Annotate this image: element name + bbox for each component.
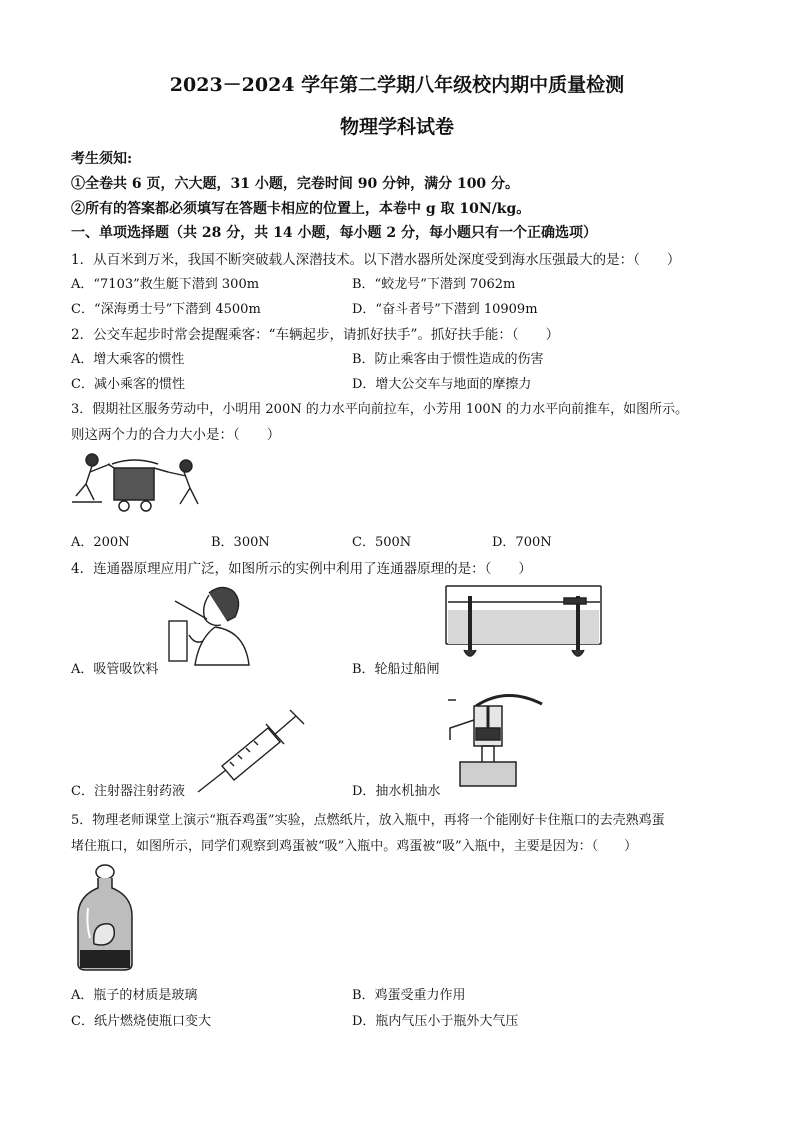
q2-option-d: D．增大公交车与地面的摩擦力: [352, 377, 532, 392]
q5-option-d: D．瓶内气压小于瓶外大气压: [352, 1014, 519, 1029]
q2-option-a: A．增大乘客的惯性: [71, 352, 185, 367]
q5-option-c: C．纸片燃烧使瓶口变大: [71, 1014, 211, 1029]
notice-line-1: ①全卷共 6 页，六大题，31 小题，完卷时间 90 分钟，满分 100 分。: [71, 176, 520, 192]
q4-stem: 4．连通器原理应用广泛，如图所示的实例中利用了连通器原理的是：（ ）: [71, 561, 532, 577]
q1-option-d: D．“奋斗者号”下潜到 10909m: [352, 302, 538, 317]
q5-stem-line-1: 5．物理老师课堂上演示“瓶吞鸡蛋”实验，点燃纸片，放入瓶中，再将一个能刚好卡住瓶口的去壳熟鸡蛋: [71, 813, 665, 828]
q4-option-a: A．吸管吸饮料: [71, 662, 159, 677]
q1-option-a: A．“7103”救生艇下潜到 300m: [71, 277, 260, 292]
notice-heading: 考生须知:: [71, 151, 133, 167]
q3-stem-line-1: 3．假期社区服务劳动中，小明用 200N 的力水平向前拉车，小芳用 100N 的力水平向前推车，如图所示。: [71, 402, 689, 417]
q2-stem: 2．公交车起步时常会提醒乘客：“车辆起步，请抓好扶手”。抓好扶手能：（ ）: [71, 327, 560, 343]
q1-stem: 1．从百米到万米，我国不断突破载人深潜技术。以下潜水器所处深度受到海水压强最大的是：（ ）: [71, 252, 681, 268]
exam-title: 2023－2024 学年第二学期八年级校内期中质量检测: [169, 74, 625, 96]
q3-option-c: C．500N: [352, 535, 412, 550]
notice-line-2: ②所有的答案都必须填写在答题卡相应的位置上，本卷中 g 取 10N/kg。: [71, 201, 531, 217]
bottle-egg-figure: [74, 864, 136, 974]
boy-pushing-figure: [168, 460, 198, 504]
q3-option-b: B．300N: [211, 535, 270, 550]
q1-option-b: B．“蛟龙号”下潜到 7062m: [352, 277, 516, 292]
q4-option-d: D．抽水机抽水: [352, 784, 441, 799]
q5-stem-line-2: 堵住瓶口，如图所示，同学们观察到鸡蛋被“吸”入瓶中。鸡蛋被“吸”入瓶中，主要是因为：（ ）: [71, 839, 638, 854]
exam-subtitle: 物理学科试卷: [339, 116, 454, 138]
girl-pulling-figure: [72, 454, 110, 502]
q3-stem-line-2: 则这两个力的合力大小是：（ ）: [71, 427, 281, 443]
cart-push-pull-figure: [72, 450, 204, 515]
section-heading: 一、单项选择题（共 28 分，共 14 小题，每小题 2 分，每小题只有一个正确选项）: [71, 225, 597, 241]
q3-option-a: A．200N: [71, 535, 130, 550]
straw-drinking-figure: [165, 583, 253, 669]
q3-option-d: D．700N: [492, 535, 552, 550]
q2-option-c: C．减小乘客的惯性: [71, 377, 185, 392]
ship-lock-figure: [446, 584, 602, 666]
q5-option-b: B．鸡蛋受重力作用: [352, 988, 466, 1003]
q4-option-c: C．注射器注射药液: [71, 784, 185, 799]
cart-figure: [108, 460, 168, 511]
q4-option-b: B．轮船过船闸: [352, 662, 440, 677]
water-pump-figure: [446, 690, 544, 790]
q2-option-b: B．防止乘客由于惯性造成的伤害: [352, 352, 544, 367]
q5-option-a: A．瓶子的材质是玻璃: [71, 988, 198, 1003]
q1-option-c: C．“深海勇士号”下潜到 4500m: [71, 302, 261, 317]
syringe-figure: [196, 708, 308, 794]
